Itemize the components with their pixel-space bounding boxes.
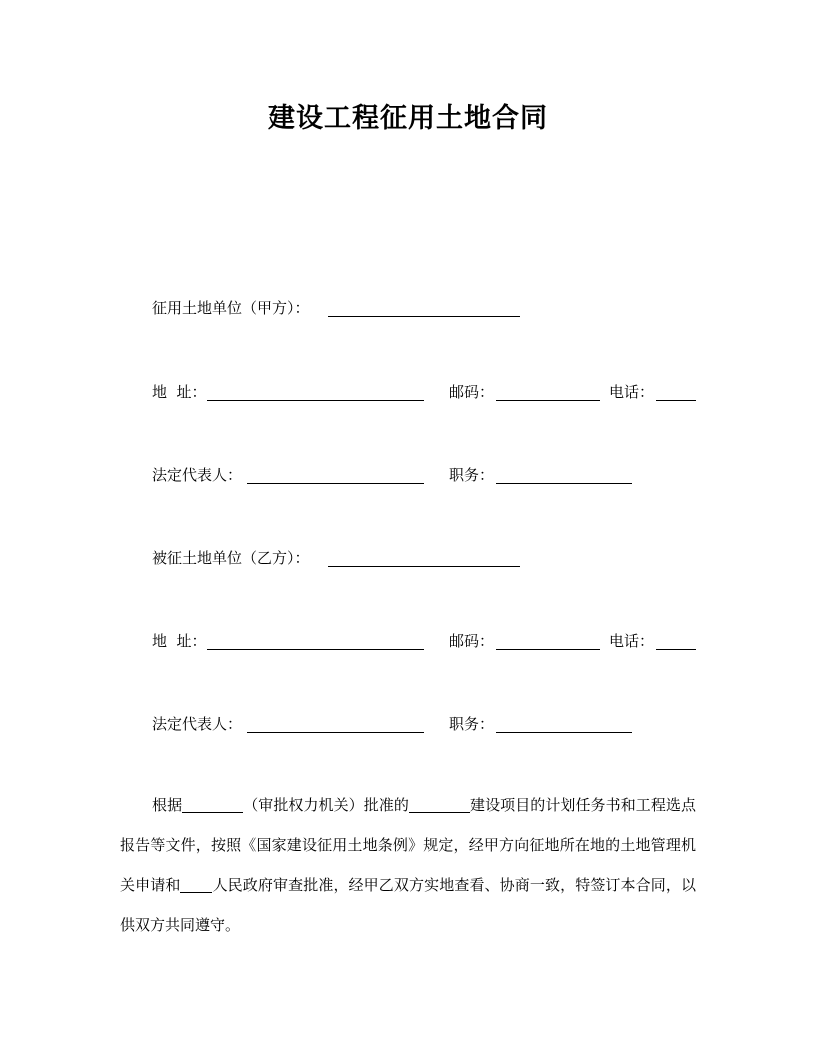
party-a-postcode-row (449, 382, 494, 402)
party-b-phone-row (609, 631, 654, 651)
party-b-representative-label: 法定代表人： (152, 715, 243, 733)
body-segment-2: （审批权力机关）批准的 (243, 796, 409, 814)
party-b-unit-field[interactable] (328, 549, 520, 567)
party-b-phone-field[interactable] (656, 632, 696, 650)
party-b-unit-row (152, 548, 310, 568)
party-b-representative-row (152, 714, 242, 734)
government-name-blank[interactable] (180, 875, 212, 893)
document-title: 建设工程征用土地合同 (268, 103, 548, 134)
party-b-representative-field[interactable] (247, 715, 424, 733)
party-a-unit-field[interactable] (328, 299, 520, 317)
party-a-phone-field[interactable] (656, 383, 696, 401)
party-b-position-field[interactable] (496, 715, 632, 733)
party-a-representative-row (152, 465, 242, 485)
party-a-address-row (152, 382, 207, 402)
party-b-unit-label: 被征土地单位（乙方）： (152, 549, 310, 567)
party-a-phone-row (609, 382, 654, 402)
party-a-position-field[interactable] (496, 466, 632, 484)
party-b-address-label: 地 址： (152, 632, 207, 650)
party-b-postcode-field[interactable] (496, 632, 600, 650)
party-a-unit-label: 征用土地单位（甲方）： (152, 299, 310, 317)
party-a-unit-row (152, 298, 310, 318)
contract-body-paragraph (120, 785, 696, 945)
party-a-representative-field[interactable] (247, 466, 424, 484)
body-segment-4: 人民政府审查批准，经甲乙双方实地查看、协商一致，特签订本合同，以供双方共同遵守。 (120, 876, 696, 934)
party-a-phone-label: 电话： (609, 383, 655, 401)
project-name-blank[interactable] (409, 795, 470, 813)
party-a-position-row (449, 465, 494, 485)
party-a-postcode-label: 邮码： (449, 383, 495, 401)
party-b-position-row (449, 714, 494, 734)
party-a-postcode-field[interactable] (496, 383, 600, 401)
approval-authority-blank[interactable] (182, 795, 243, 813)
party-a-representative-label: 法定代表人： (152, 466, 243, 484)
body-segment-1: 根据 (152, 796, 183, 814)
party-a-address-label: 地 址： (152, 383, 207, 401)
party-a-address-field[interactable] (207, 383, 424, 401)
party-b-position-label: 职务： (449, 715, 495, 733)
party-b-postcode-label: 邮码： (449, 632, 495, 650)
party-b-address-field[interactable] (207, 632, 424, 650)
party-b-postcode-row (449, 631, 494, 651)
body-segment-3: 建设项目的计划任务书和工程选点报告等文件，按照《国家建设征用土地条例》规定，经甲方向征地所在地的土地管理机关申请和 (120, 796, 696, 894)
party-a-position-label: 职务： (449, 466, 495, 484)
party-b-address-row (152, 631, 207, 651)
party-b-phone-label: 电话： (609, 632, 655, 650)
